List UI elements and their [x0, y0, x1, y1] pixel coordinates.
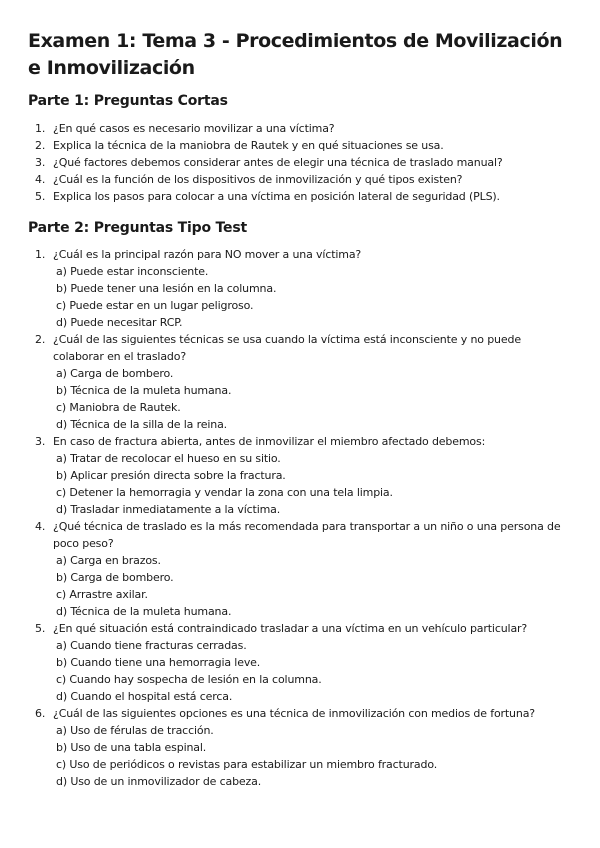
question-number: 1.	[35, 248, 46, 261]
answer-option: d) Técnica de la silla de la reina.	[56, 418, 228, 431]
answer-option: d) Puede necesitar RCP.	[56, 316, 183, 329]
question-number: 2.	[35, 333, 46, 346]
question-number: 3.	[35, 156, 46, 169]
question-number: 2.	[35, 139, 46, 152]
part2-heading: Parte 2: Preguntas Tipo Test	[28, 220, 247, 236]
answer-option: d) Técnica de la muleta humana.	[56, 605, 232, 618]
exam-document	[28, 28, 573, 790]
test-question	[28, 433, 573, 518]
answer-option: a) Carga en brazos.	[56, 554, 161, 567]
answer-options	[53, 263, 573, 331]
page-title: Examen 1: Tema 3 - Procedimientos de Movilización e Inmovilización	[28, 30, 563, 79]
question-text: ¿Cuál es la principal razón para NO mover a una víctima?	[53, 248, 362, 261]
answer-option: d) Trasladar inmediatamente a la víctima.	[56, 503, 281, 516]
answer-option: c) Puede estar en un lugar peligroso.	[56, 299, 254, 312]
answer-option: a) Tratar de recolocar el hueso en su sitio.	[56, 452, 281, 465]
test-question	[28, 705, 573, 790]
short-question	[28, 137, 573, 154]
answer-options	[53, 552, 573, 620]
answer-option: c) Detener la hemorragia y vendar la zona con una tela limpia.	[56, 486, 393, 499]
question-number: 1.	[35, 122, 46, 135]
question-text: ¿En qué casos es necesario movilizar a una víctima?	[53, 122, 335, 135]
answer-option: b) Cuando tiene una hemorragia leve.	[56, 656, 261, 669]
question-text: Explica la técnica de la maniobra de Rautek y en qué situaciones se usa.	[53, 139, 444, 152]
short-question	[28, 154, 573, 171]
question-number: 6.	[35, 707, 46, 720]
answer-option: a) Carga de bombero.	[56, 367, 174, 380]
answer-option: b) Uso de una tabla espinal.	[56, 741, 207, 754]
short-question	[28, 188, 573, 205]
test-question	[28, 518, 573, 620]
question-text: ¿Cuál de las siguientes opciones es una técnica de inmovilización con medios de fortuna?	[53, 707, 535, 720]
answer-option: c) Uso de periódicos o revistas para estabilizar un miembro fracturado.	[56, 758, 438, 771]
question-number: 4.	[35, 520, 46, 533]
test-question	[28, 331, 573, 433]
answer-option: b) Puede tener una lesión en la columna.	[56, 282, 277, 295]
answer-option: c) Maniobra de Rautek.	[56, 401, 181, 414]
answer-option: a) Puede estar inconsciente.	[56, 265, 209, 278]
answer-option: b) Carga de bombero.	[56, 571, 174, 584]
question-number: 4.	[35, 173, 46, 186]
answer-option: d) Cuando el hospital está cerca.	[56, 690, 233, 703]
answer-option: b) Aplicar presión directa sobre la fractura.	[56, 469, 286, 482]
test-questions-list	[28, 246, 573, 790]
answer-option: a) Uso de férulas de tracción.	[56, 724, 214, 737]
answer-option: c) Cuando hay sospecha de lesión en la columna.	[56, 673, 322, 686]
answer-options	[53, 450, 573, 518]
question-text: ¿En qué situación está contraindicado trasladar a una víctima en un vehículo particular?	[53, 622, 528, 635]
short-question	[28, 171, 573, 188]
answer-option: b) Técnica de la muleta humana.	[56, 384, 232, 397]
question-text: ¿Qué técnica de traslado es la más recomendada para transportar a un niño o una persona de poco peso?	[53, 520, 561, 550]
question-text: En caso de fractura abierta, antes de inmovilizar el miembro afectado debemos:	[53, 435, 486, 448]
part1-heading: Parte 1: Preguntas Cortas	[28, 93, 228, 109]
question-text: ¿Cuál es la función de los dispositivos de inmovilización y qué tipos existen?	[53, 173, 463, 186]
question-number: 5.	[35, 190, 46, 203]
short-questions-list	[28, 120, 573, 205]
answer-options	[53, 722, 573, 790]
question-text: ¿Qué factores debemos considerar antes de elegir una técnica de traslado manual?	[53, 156, 503, 169]
answer-option: a) Cuando tiene fracturas cerradas.	[56, 639, 247, 652]
question-number: 3.	[35, 435, 46, 448]
test-question	[28, 246, 573, 331]
question-text: ¿Cuál de las siguientes técnicas se usa cuando la víctima está inconsciente y no puede colaborar en el traslado?	[53, 333, 521, 363]
answer-option: d) Uso de un inmovilizador de cabeza.	[56, 775, 262, 788]
answer-option: c) Arrastre axilar.	[56, 588, 148, 601]
test-question	[28, 620, 573, 705]
answer-options	[53, 637, 573, 705]
question-text: Explica los pasos para colocar a una víctima en posición lateral de seguridad (PLS).	[53, 190, 500, 203]
answer-options	[53, 365, 573, 433]
question-number: 5.	[35, 622, 46, 635]
short-question	[28, 120, 573, 137]
